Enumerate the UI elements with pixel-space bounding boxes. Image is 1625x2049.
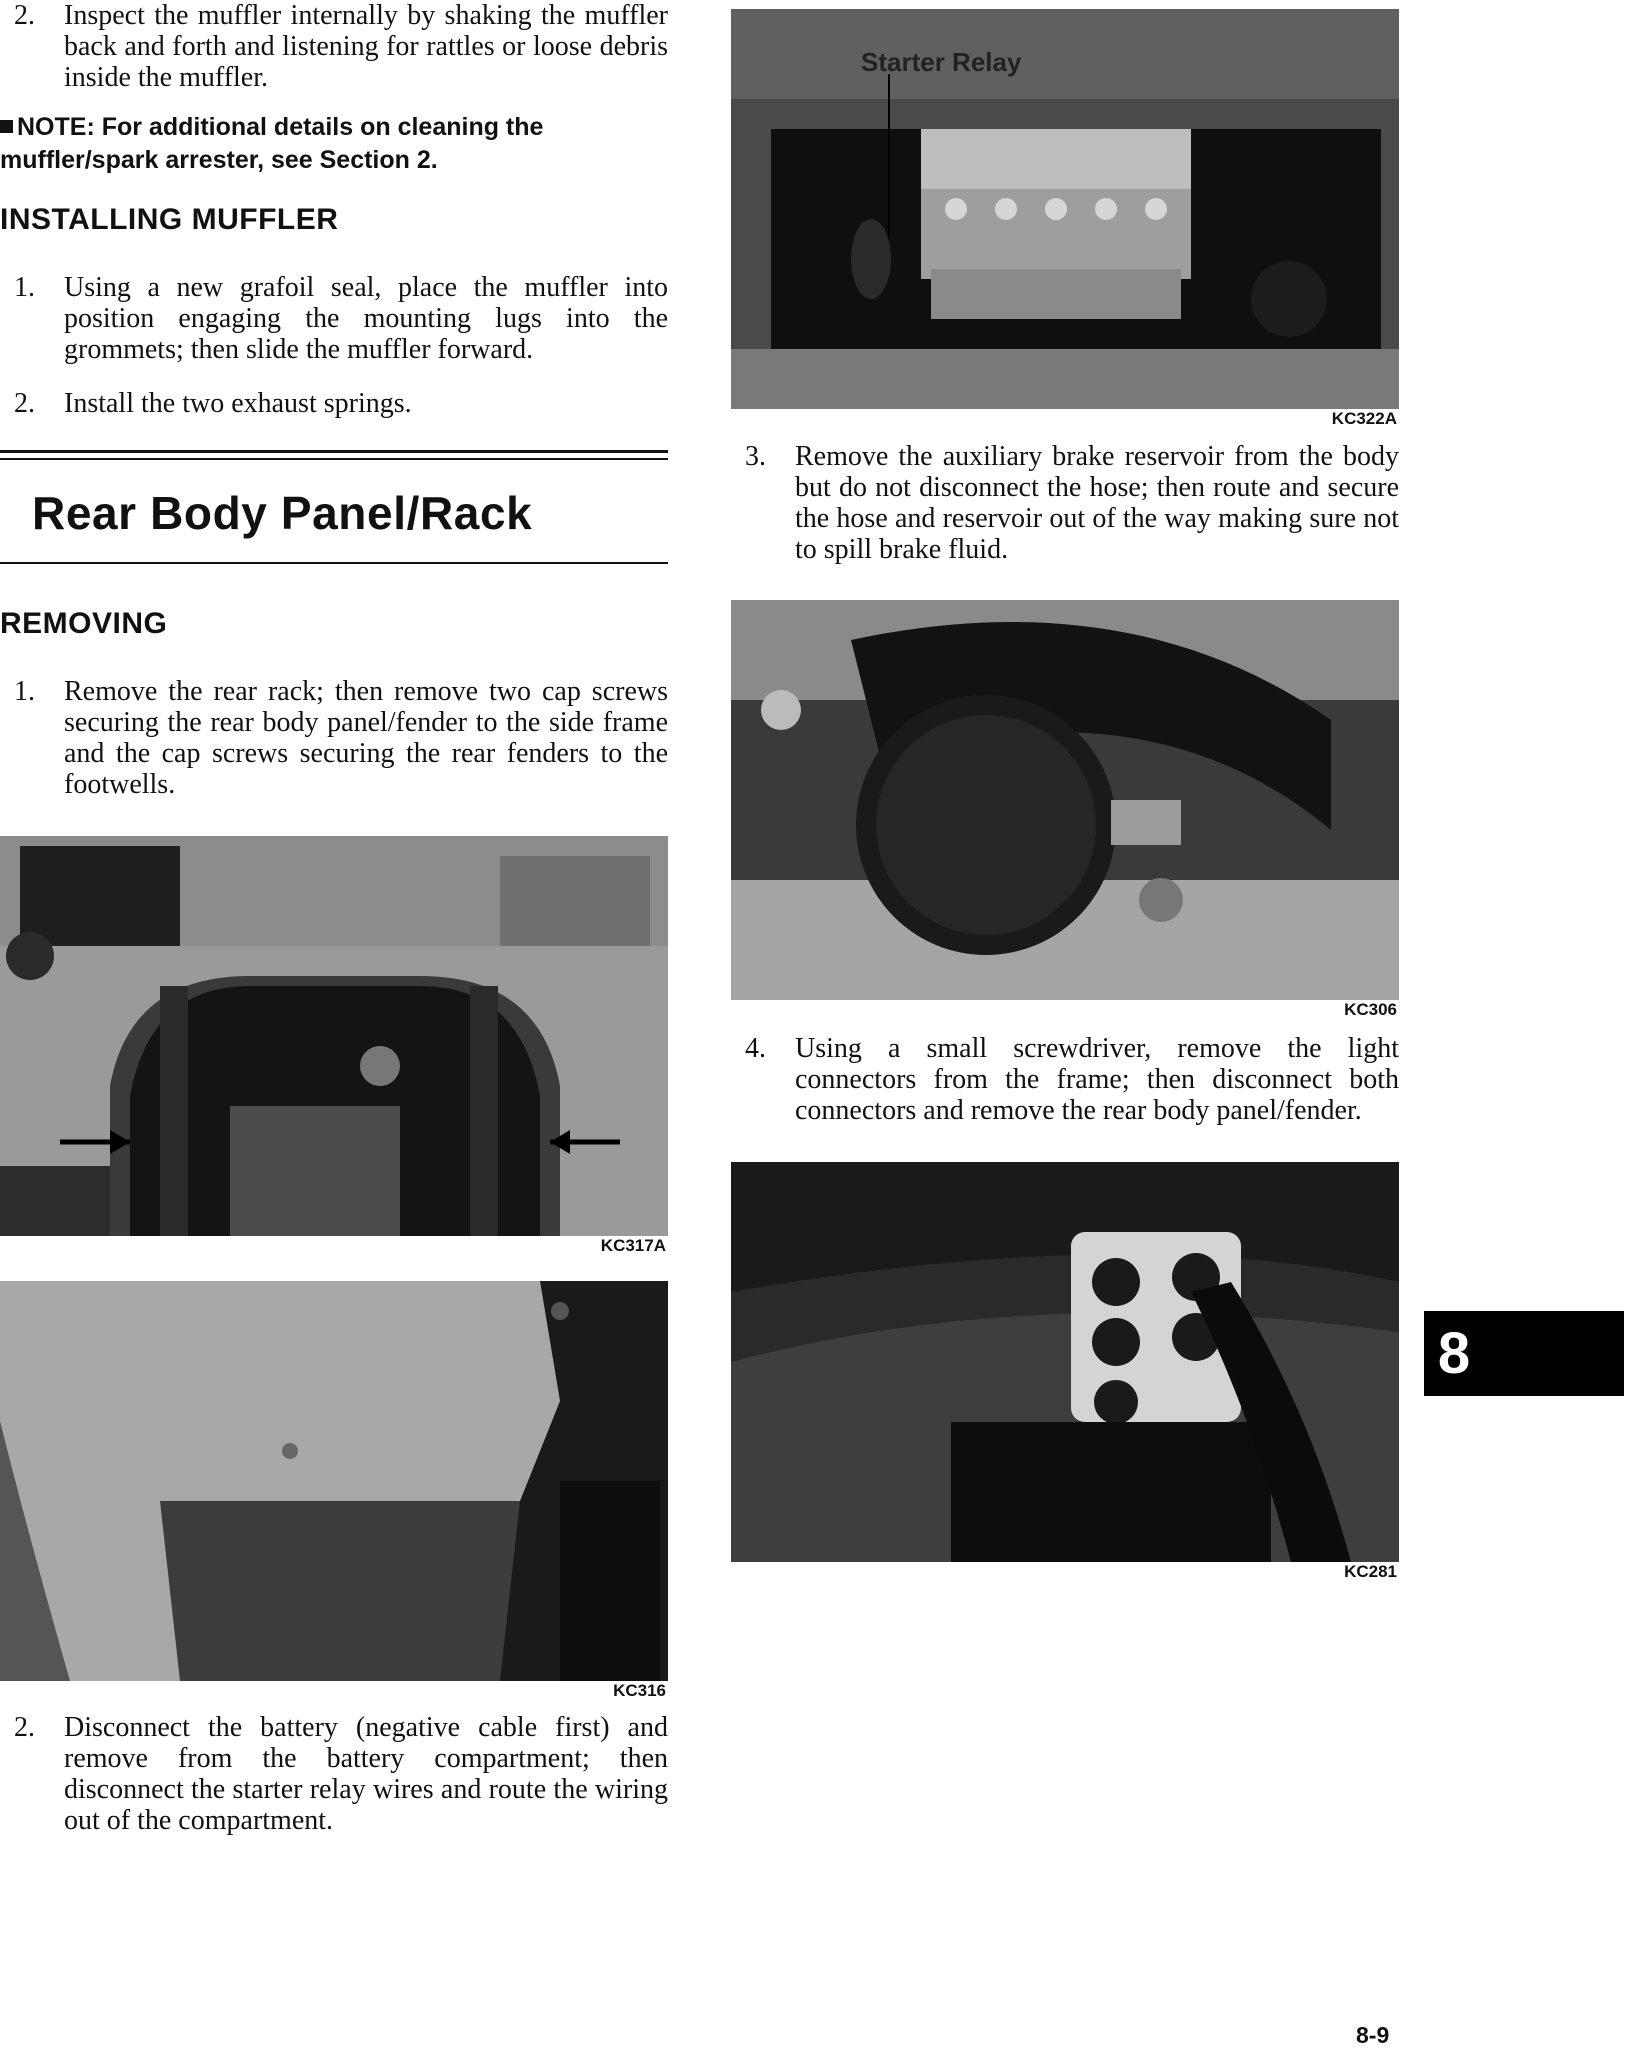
step-number: 3. bbox=[745, 441, 766, 472]
section-rule-top bbox=[0, 450, 668, 453]
step-text: Inspect the muffler internally by shaking the muffler back and forth and listening for rattles or loose debris inside the muffler. bbox=[64, 0, 668, 93]
installing-muffler-heading: INSTALLING MUFFLER bbox=[0, 203, 339, 236]
note-bullet-icon bbox=[0, 120, 13, 133]
remove-step-1 bbox=[14, 676, 668, 800]
step-number: 2. bbox=[14, 388, 35, 419]
step-number: 1. bbox=[14, 676, 35, 707]
step-number: 2. bbox=[14, 1712, 35, 1743]
photo-caption: KC322A bbox=[1331, 409, 1397, 428]
photo-light-connectors bbox=[731, 1162, 1399, 1562]
step-text: Remove the rear rack; then remove two cap screws securing the rear body panel/fender to the side frame and the cap screws securing the rear fenders to the footwells. bbox=[64, 676, 668, 800]
step-text: Disconnect the battery (negative cable first) and remove from the battery compartment; then disconnect the starter relay wires and route the wiring out of the compartment. bbox=[64, 1712, 668, 1836]
section-rule-bottom bbox=[0, 562, 668, 564]
step-text: Using a small screwdriver, remove the light connectors from the frame; then disconnect both connectors and remove the rear body panel/fender. bbox=[795, 1033, 1399, 1126]
photo-caption: KC306 bbox=[1344, 1000, 1397, 1019]
section-tab bbox=[1424, 1311, 1624, 1396]
step-text: Remove the auxiliary brake reservoir from the body but do not disconnect the hose; then route and secure the hose and reservoir out of the way making sure not to spill brake fluid. bbox=[795, 441, 1399, 565]
photo-fender-panel bbox=[0, 1281, 668, 1681]
starter-relay-label: Starter Relay bbox=[861, 47, 1022, 77]
removing-heading: REMOVING bbox=[0, 607, 168, 640]
step-inspect-muffler bbox=[14, 0, 668, 93]
remove-step-3 bbox=[745, 441, 1399, 565]
page-number: 8-9 bbox=[1356, 2022, 1390, 2048]
remove-step-4 bbox=[745, 1033, 1399, 1126]
section-rule-top-thin bbox=[0, 458, 668, 460]
photo-brake-reservoir bbox=[731, 600, 1399, 1000]
step-number: 1. bbox=[14, 272, 35, 303]
step-text: Using a new grafoil seal, place the muffler into position engaging the mounting lugs into the grommets; then slide the muffler forward. bbox=[64, 272, 668, 365]
section-tab-number: 8 bbox=[1437, 1321, 1471, 1386]
install-step-1 bbox=[14, 272, 668, 365]
photo-caption: KC317A bbox=[600, 1236, 666, 1255]
step-number: 4. bbox=[745, 1033, 766, 1064]
note bbox=[0, 111, 668, 177]
section-title: Rear Body Panel/Rack bbox=[32, 487, 533, 539]
photo-caption: KC316 bbox=[613, 1681, 666, 1700]
install-step-2 bbox=[14, 388, 668, 419]
step-number: 2. bbox=[14, 0, 35, 31]
photo-caption: KC281 bbox=[1344, 1562, 1397, 1581]
photo-rear-fender-screws bbox=[0, 836, 668, 1236]
note-text: NOTE: For additional details on cleaning the muffler/spark arrester, see Section 2. bbox=[0, 113, 544, 174]
step-text: Install the two exhaust springs. bbox=[64, 388, 412, 419]
remove-step-2 bbox=[14, 1712, 668, 1836]
photo-starter-relay bbox=[731, 9, 1399, 409]
